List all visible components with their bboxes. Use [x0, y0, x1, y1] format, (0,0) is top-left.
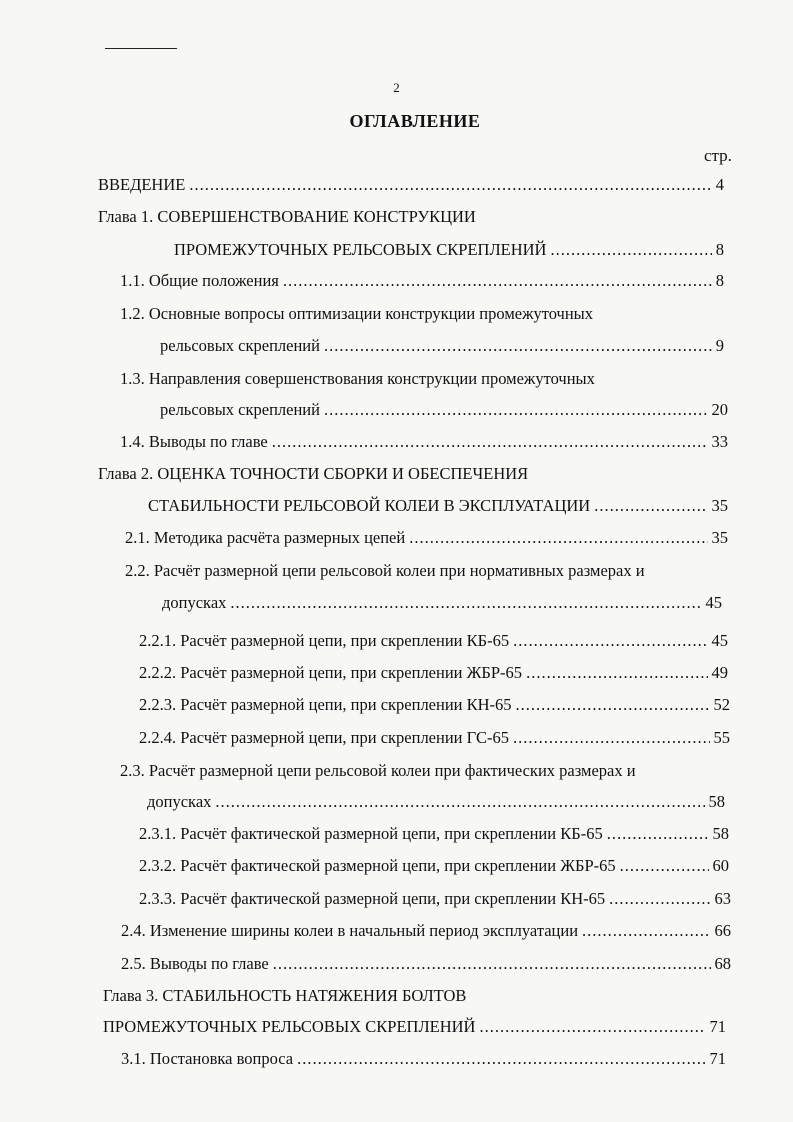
toc-entry-3-1[interactable] [121, 1047, 726, 1071]
leader-dots [609, 887, 710, 911]
toc-entry-1-1[interactable] [120, 269, 724, 293]
toc-entry-text: 2.3.2. Расчёт фактической размерной цепи, при скреплении ЖБР-65 [139, 856, 616, 875]
toc-entry-2-3[interactable] [147, 790, 725, 814]
leader-dots [273, 952, 711, 976]
leader-dots [409, 526, 707, 550]
toc-page-number: 45 [711, 631, 728, 650]
toc-entry-text: СТАБИЛЬНОСТИ РЕЛЬСОВОЙ КОЛЕИ В ЭКСПЛУАТАЦИИ [148, 496, 591, 515]
toc-entry-2-5[interactable] [121, 952, 731, 976]
toc-entry-text: ПРОМЕЖУТОЧНЫХ РЕЛЬСОВЫХ СКРЕПЛЕНИЙ [103, 1017, 476, 1036]
leader-dots [479, 1015, 705, 1039]
toc-entry-intro[interactable] [98, 173, 724, 197]
toc-entry-1-4[interactable] [120, 430, 728, 454]
toc-entry-ch3[interactable] [103, 1015, 726, 1039]
leader-dots [513, 726, 710, 750]
leader-dots [516, 693, 710, 717]
leader-dots [594, 494, 707, 518]
toc-entry-2-2-1[interactable] [139, 629, 728, 653]
leader-dots [189, 173, 711, 197]
toc-entry-2-2[interactable] [162, 591, 722, 615]
toc-entry-1-2-heading[interactable]: 1.2. Основные вопросы оптимизации конструкции промежуточных [120, 304, 594, 323]
toc-page-number: 20 [711, 400, 728, 419]
toc-entry-ch2[interactable] [148, 494, 728, 518]
toc-page-number: 49 [711, 663, 728, 682]
corner-rule [105, 48, 177, 49]
leader-dots [526, 661, 707, 685]
toc-page-number: 58 [712, 824, 729, 843]
toc-entry-2-3-3[interactable] [139, 887, 731, 911]
leader-dots [550, 238, 711, 262]
toc-page-number: 35 [711, 528, 728, 547]
toc-entry-text: 2.4. Изменение ширины колеи в начальный период эксплуатации [121, 921, 579, 940]
toc-entry-2-4[interactable] [121, 919, 731, 943]
toc-entry-2-1[interactable] [125, 526, 728, 550]
toc-entry-ch1[interactable] [174, 238, 724, 262]
toc-page-number: 8 [715, 240, 724, 259]
toc-entry-text: 1.4. Выводы по главе [120, 432, 268, 451]
toc-entry-text: 2.2.4. Расчёт размерной цепи, при скреплении ГС-65 [139, 728, 509, 747]
toc-entry-2-3-2[interactable] [139, 854, 729, 878]
toc-page-number: 52 [713, 695, 730, 714]
toc-entry-text: допусках [147, 792, 212, 811]
leader-dots [607, 822, 709, 846]
leader-dots [620, 854, 709, 878]
toc-page-number: 58 [708, 792, 725, 811]
toc-entry-text: 2.2.1. Расчёт размерной цепи, при скреплении КБ-65 [139, 631, 510, 650]
toc-entry-text: допусках [162, 593, 227, 612]
toc-entry-text: рельсовых скреплений [160, 336, 320, 355]
leader-dots [324, 398, 708, 422]
toc-entry-text: 2.2.3. Расчёт размерной цепи, при скреплении КН-65 [139, 695, 512, 714]
toc-chapter-3-heading[interactable]: Глава 3. СТАБИЛЬНОСТЬ НАТЯЖЕНИЯ БОЛТОВ [103, 986, 467, 1005]
page-column-label: стр. [704, 146, 732, 165]
toc-entry-2-2-heading[interactable]: 2.2. Расчёт размерной цепи рельсовой колеи при нормативных размерах и [125, 561, 645, 580]
toc-entry-text: 3.1. Постановка вопроса [121, 1049, 294, 1068]
page-title: ОГЛАВЛЕНИЕ [349, 111, 481, 131]
toc-page-number: 60 [712, 856, 729, 875]
toc-entry-2-2-4[interactable] [139, 726, 730, 750]
toc-entry-2-3-1[interactable] [139, 822, 729, 846]
leader-dots [230, 591, 701, 615]
toc-entry-text: 2.1. Методика расчёта размерных цепей [125, 528, 406, 547]
toc-page-number: 45 [705, 593, 722, 612]
toc-entry-text: 2.2.2. Расчёт размерной цепи, при скреплении ЖБР-65 [139, 663, 523, 682]
leader-dots [297, 1047, 705, 1071]
toc-entry-text: 2.3.1. Расчёт фактической размерной цепи, при скреплении КБ-65 [139, 824, 603, 843]
toc-entry-1-3-heading[interactable]: 1.3. Направления совершенствования конструкции промежуточных [120, 369, 595, 388]
toc-page-number: 63 [714, 889, 731, 908]
toc-chapter-1-heading[interactable]: Глава 1. СОВЕРШЕНСТВОВАНИЕ КОНСТРУКЦИИ [98, 207, 476, 226]
toc-page-number: 55 [713, 728, 730, 747]
leader-dots [272, 430, 708, 454]
page-number: 2 [393, 80, 400, 95]
toc-page-number: 35 [711, 496, 728, 515]
toc-page-number: 33 [711, 432, 728, 451]
toc-entry-text: ПРОМЕЖУТОЧНЫХ РЕЛЬСОВЫХ СКРЕПЛЕНИЙ [174, 240, 547, 259]
toc-page-number: 8 [715, 271, 724, 290]
toc-entry-text: ВВЕДЕНИЕ [98, 175, 186, 194]
toc-page-number: 4 [715, 175, 724, 194]
toc-entry-1-3[interactable] [160, 398, 728, 422]
toc-entry-2-2-2[interactable] [139, 661, 728, 685]
toc-entry-text: рельсовых скреплений [160, 400, 320, 419]
leader-dots [324, 334, 712, 358]
toc-entry-text: 2.3.3. Расчёт фактической размерной цепи, при скреплении КН-65 [139, 889, 606, 908]
toc-entry-text: 1.1. Общие положения [120, 271, 279, 290]
toc-page-number: 71 [709, 1017, 726, 1036]
toc-page-number: 9 [715, 336, 724, 355]
toc-chapter-2-heading[interactable]: Глава 2. ОЦЕНКА ТОЧНОСТИ СБОРКИ И ОБЕСПЕЧЕНИЯ [98, 464, 529, 483]
toc-page-number: 71 [709, 1049, 726, 1068]
leader-dots [513, 629, 707, 653]
toc-page-number: 68 [714, 954, 731, 973]
toc-entry-1-2[interactable] [160, 334, 724, 358]
toc-entry-2-2-3[interactable] [139, 693, 730, 717]
leader-dots [215, 790, 704, 814]
toc-page-number: 66 [714, 921, 731, 940]
leader-dots [283, 269, 712, 293]
leader-dots [582, 919, 710, 943]
toc-entry-2-3-heading[interactable]: 2.3. Расчёт размерной цепи рельсовой колеи при фактических размерах и [120, 761, 636, 780]
toc-entry-text: 2.5. Выводы по главе [121, 954, 269, 973]
